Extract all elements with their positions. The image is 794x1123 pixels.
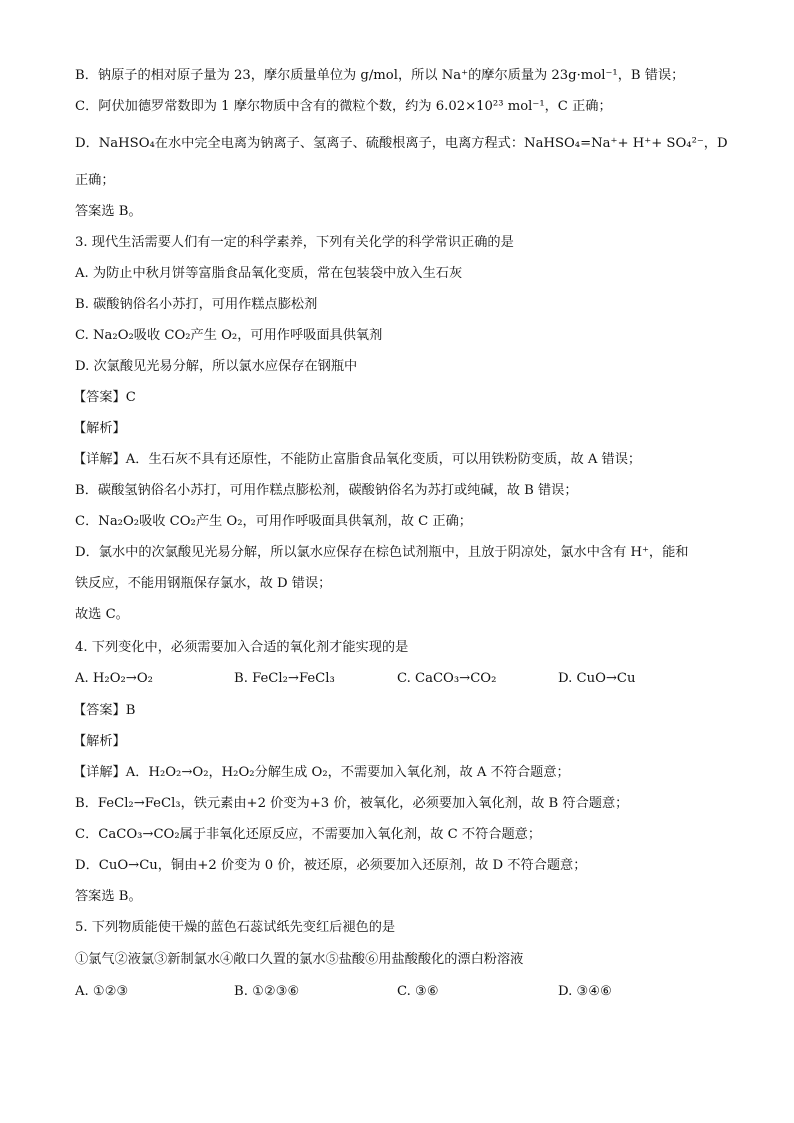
text-line: 【详解】A．生石灰不具有还原性，不能防止富脂食品氧化变质，可以用铁粉防变质，故 A 错误；	[73, 452, 642, 467]
question-5-stem: 5. 下列物质能使干燥的蓝色石蕊试纸先变红后褪色的是	[75, 920, 396, 935]
text-line: 答案选 B。	[75, 889, 142, 904]
question-4-stem: 4. 下列变化中，必须需要加入合适的氧化剂才能实现的是	[75, 640, 409, 655]
question-3-stem: 3. 现代生活需要人们有一定的科学素养，下列有关化学的科学常识正确的是	[75, 235, 514, 250]
text-line: 铁反应，不能用钢瓶保存氯水，故 D 错误；	[75, 576, 332, 591]
text-line: ①氯气②液氯③新制氯水④敞口久置的氯水⑤盐酸⑥用盐酸酸化的漂白粉溶液	[75, 952, 524, 967]
text-line: 【详解】A．H₂O₂→O₂，H₂O₂分解生成 O₂，不需要加入氧化剂，故 A 不符合题意；	[73, 765, 570, 780]
option-c: C. ③⑥	[397, 984, 439, 999]
option-d: D. CuO→Cu	[558, 671, 636, 686]
option-d: D. ③④⑥	[558, 984, 612, 999]
analysis-label: 【解析】	[73, 734, 126, 749]
option-c: C. CaCO₃→CO₂	[397, 671, 497, 686]
text-line: C．CaCO₃→CO₂属于非氧化还原反应，不需要加入氧化剂，故 C 不符合题意；	[75, 827, 542, 842]
text-line: D．氯水中的次氯酸见光易分解，所以氯水应保存在棕色试剂瓶中，且放于阴凉处，氯水中含有 H⁺，能和	[75, 545, 689, 560]
option-line: D. 次氯酸见光易分解，所以氯水应保存在钢瓶中	[75, 359, 358, 374]
option-a: A. ①②③	[75, 984, 129, 999]
text-line: 答案选 B。	[75, 204, 142, 219]
analysis-label: 【解析】	[73, 421, 126, 436]
text-line: 故选 C。	[75, 607, 129, 622]
option-line: C. Na₂O₂吸收 CO₂产生 O₂，可用作呼吸面具供氧剂	[75, 328, 383, 343]
option-line: A. 为防止中秋月饼等富脂食品氧化变质，常在包装袋中放入生石灰	[75, 266, 463, 281]
text-line: C．阿伏加德罗常数即为 1 摩尔物质中含有的微粒个数，约为 6.02×10²³ mol⁻¹，C 正确；	[75, 99, 612, 114]
text-line: B．钠原子的相对原子量为 23，摩尔质量单位为 g/mol，所以 Na⁺的摩尔质量为 23g·mol⁻¹，B 错误；	[75, 68, 685, 83]
text-line: C．Na₂O₂吸收 CO₂产生 O₂，可用作呼吸面具供氧剂，故 C 正确；	[75, 514, 472, 529]
option-b: B. FeCl₂→FeCl₃	[234, 671, 335, 686]
text-line: D．NaHSO₄在水中完全电离为钠离子、氢离子、硫酸根离子，电离方程式：NaHSO₄=Na⁺+ H⁺+ SO₄²⁻，D	[75, 136, 728, 151]
text-line: 正确；	[75, 173, 115, 188]
option-b: B. ①②③⑥	[234, 984, 300, 999]
option-line: B. 碳酸钠俗名小苏打，可用作糕点膨松剂	[75, 297, 318, 312]
text-line: B．碳酸氢钠俗名小苏打，可用作糕点膨松剂，碳酸钠俗名为苏打或纯碱，故 B 错误；	[75, 483, 578, 498]
answer-label: 【答案】C	[73, 390, 136, 405]
answer-label: 【答案】B	[73, 703, 136, 718]
option-a: A. H₂O₂→O₂	[75, 671, 153, 686]
text-line: B．FeCl₂→FeCl₃，铁元素由+2 价变为+3 价，被氧化，必须要加入氧化剂，故 B 符合题意；	[75, 796, 629, 811]
text-line: D．CuO→Cu，铜由+2 价变为 0 价，被还原，必须要加入还原剂，故 D 不符合题意；	[75, 858, 587, 873]
